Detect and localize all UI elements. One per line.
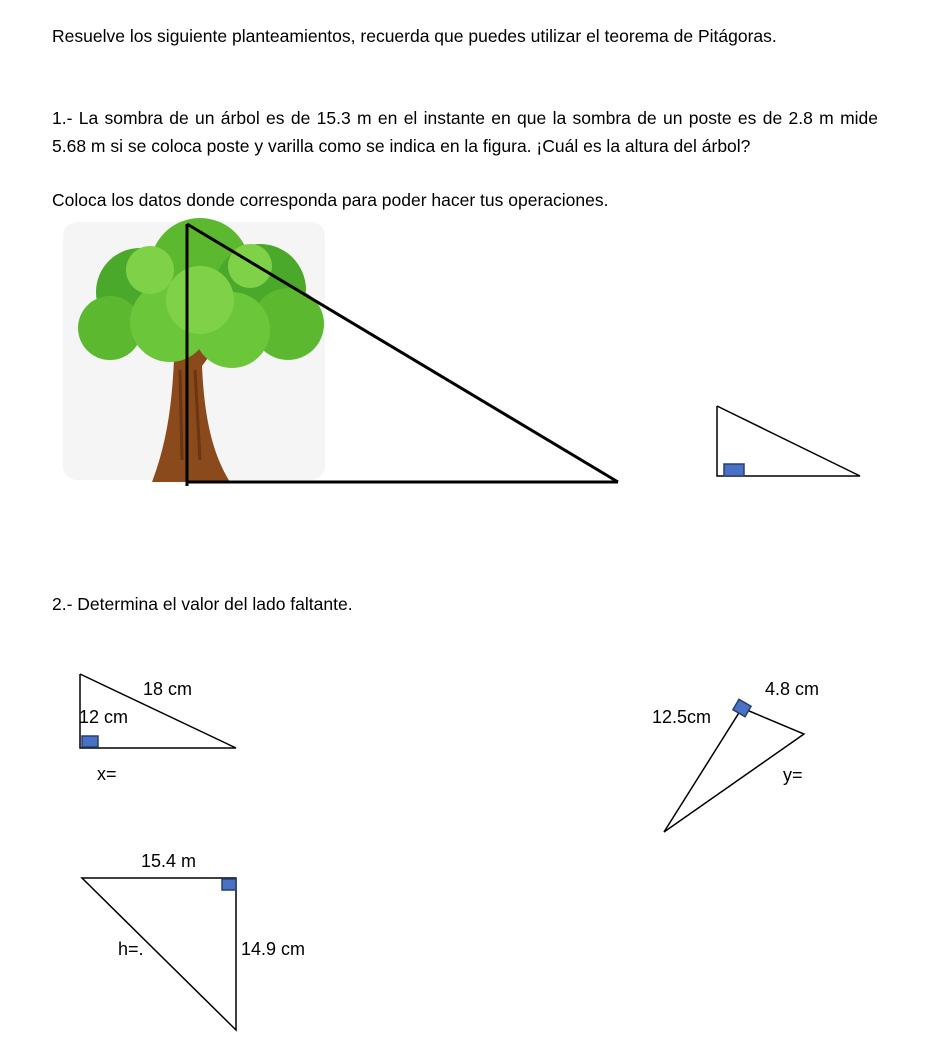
triangle-a-left-label: 12 cm bbox=[79, 707, 129, 727]
tree-illustration bbox=[63, 218, 325, 482]
triangle-a-top-label: 18 cm bbox=[143, 679, 193, 699]
right-angle-marker bbox=[82, 736, 98, 747]
triangle-c-unknown-label: h=. bbox=[118, 939, 144, 959]
right-angle-marker bbox=[724, 464, 744, 476]
triangle-b-top-label: 4.8 cm bbox=[765, 679, 820, 699]
pole-triangle-figure bbox=[710, 400, 870, 485]
triangle-c-right-label: 14.9 cm bbox=[241, 939, 306, 959]
tree-triangle-figure bbox=[60, 220, 640, 490]
triangle-a-unknown-label: x= bbox=[97, 764, 117, 784]
right-angle-marker bbox=[222, 879, 236, 890]
problem-1-instruction: Coloca los datos donde corresponda para poder hacer tus operaciones. bbox=[52, 190, 609, 210]
right-angle-marker bbox=[733, 699, 751, 716]
problem-2-text: 2.- Determina el valor del lado faltante. bbox=[52, 594, 353, 614]
triangle-b-left-label: 12.5cm bbox=[652, 707, 712, 727]
triangle-b-unknown-label: y= bbox=[783, 765, 803, 785]
triangle-c-top-label: 15.4 m bbox=[141, 851, 197, 871]
triangle-c bbox=[76, 872, 246, 1037]
intro-text: Resuelve los siguiente planteamientos, recuerda que puedes utilizar el teorema de Pitágoras. bbox=[52, 26, 777, 46]
problem-1-text: 1.- La sombra de un árbol es de 15.3 m en el instante en que la sombra de un poste es de 2.8 m mide 5.68 m si se coloca poste y varilla como se indica en la figura. ¡Cuál es la altura del árbol? bbox=[52, 108, 878, 156]
